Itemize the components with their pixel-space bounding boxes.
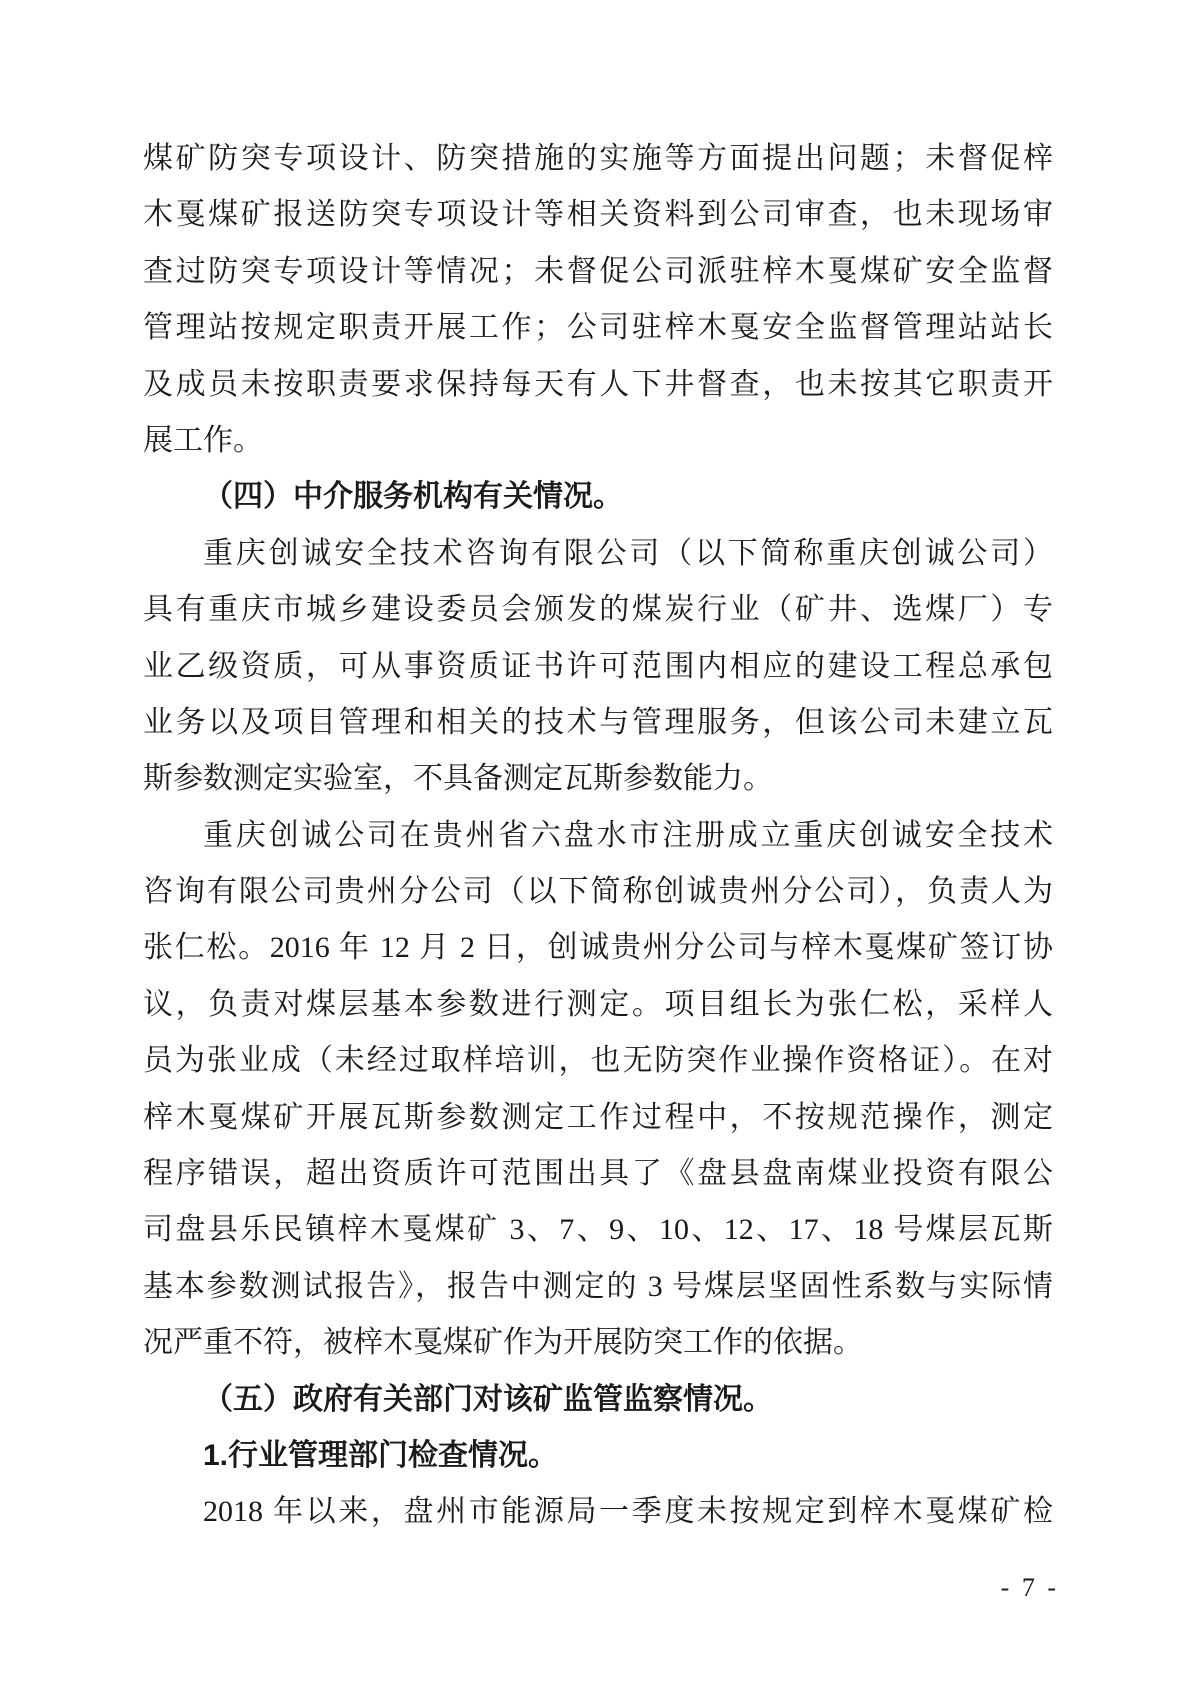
body-line: 管理站按规定职责开展工作；公司驻梓木戛安全监督管理站站长: [143, 311, 1053, 345]
body-line: 基本参数测试报告》，报告中测定的 3 号煤层坚固性系数与实际情: [143, 1269, 1053, 1303]
body-line: 斯参数测定实验室，不具备测定瓦斯参数能力。: [143, 762, 773, 796]
body-line: 重庆创诚公司在贵州省六盘水市注册成立重庆创诚安全技术: [203, 818, 1053, 852]
body-line: 张仁松。2016 年 12 月 2 日，创诚贵州分公司与梓木戛煤矿签订协: [143, 931, 1053, 965]
text-block: [143, 131, 1053, 1541]
body-line: 员为张业成（未经过取样培训，也无防突作业操作资格证）。在对: [143, 1044, 1053, 1078]
body-line: 及成员未按职责要求保持每天有人下井督查，也未按其它职责开: [143, 367, 1053, 401]
body-line: 咨询有限公司贵州分公司（以下简称创诚贵州分公司），负责人为: [143, 875, 1053, 909]
body-line: 程序错误，超出资质许可范围出具了《盘县盘南煤业投资有限公: [143, 1157, 1053, 1191]
body-line: 业乙级资质，可从事资质证书许可范围内相应的建设工程总承包: [143, 649, 1053, 683]
body-line: 查过防突专项设计等情况；未督促公司派驻梓木戛煤矿安全监督: [143, 254, 1053, 288]
body-line: 木戛煤矿报送防突专项设计等相关资料到公司审查，也未现场审: [143, 198, 1053, 232]
body-line: 2018 年以来，盘州市能源局一季度未按规定到梓木戛煤矿检: [203, 1495, 1053, 1529]
section-heading-4: （四）中介服务机构有关情况。: [203, 480, 623, 514]
body-line: 梓木戛煤矿开展瓦斯参数测定工作过程中，不按规范操作，测定: [143, 1100, 1053, 1134]
body-line: 煤矿防突专项设计、防突措施的实施等方面提出问题；未督促梓: [143, 142, 1053, 175]
body-line: 司盘县乐民镇梓木戛煤矿 3、7、9、10、12、17、18 号煤层瓦斯: [143, 1213, 1053, 1247]
section-heading-5: （五）政府有关部门对该矿监管监察情况。: [203, 1382, 773, 1416]
body-line: 展工作。: [143, 423, 263, 457]
body-line: 业务以及项目管理和相关的技术与管理服务，但该公司未建立瓦: [143, 705, 1053, 739]
body-line: 议，负责对煤层基本参数进行测定。项目组长为张仁松，采样人: [143, 987, 1053, 1021]
page-number: - 7 -: [1000, 1573, 1059, 1602]
body-line: 具有重庆市城乡建设委员会颁发的煤炭行业（矿井、选煤厂）专: [143, 593, 1053, 627]
body-line: 重庆创诚安全技术咨询有限公司（以下简称重庆创诚公司）: [203, 536, 1053, 570]
body-line: 况严重不符，被梓木戛煤矿作为开展防突工作的依据。: [143, 1326, 863, 1360]
subsection-heading-1: 1.行业管理部门检查情况。: [203, 1438, 559, 1472]
